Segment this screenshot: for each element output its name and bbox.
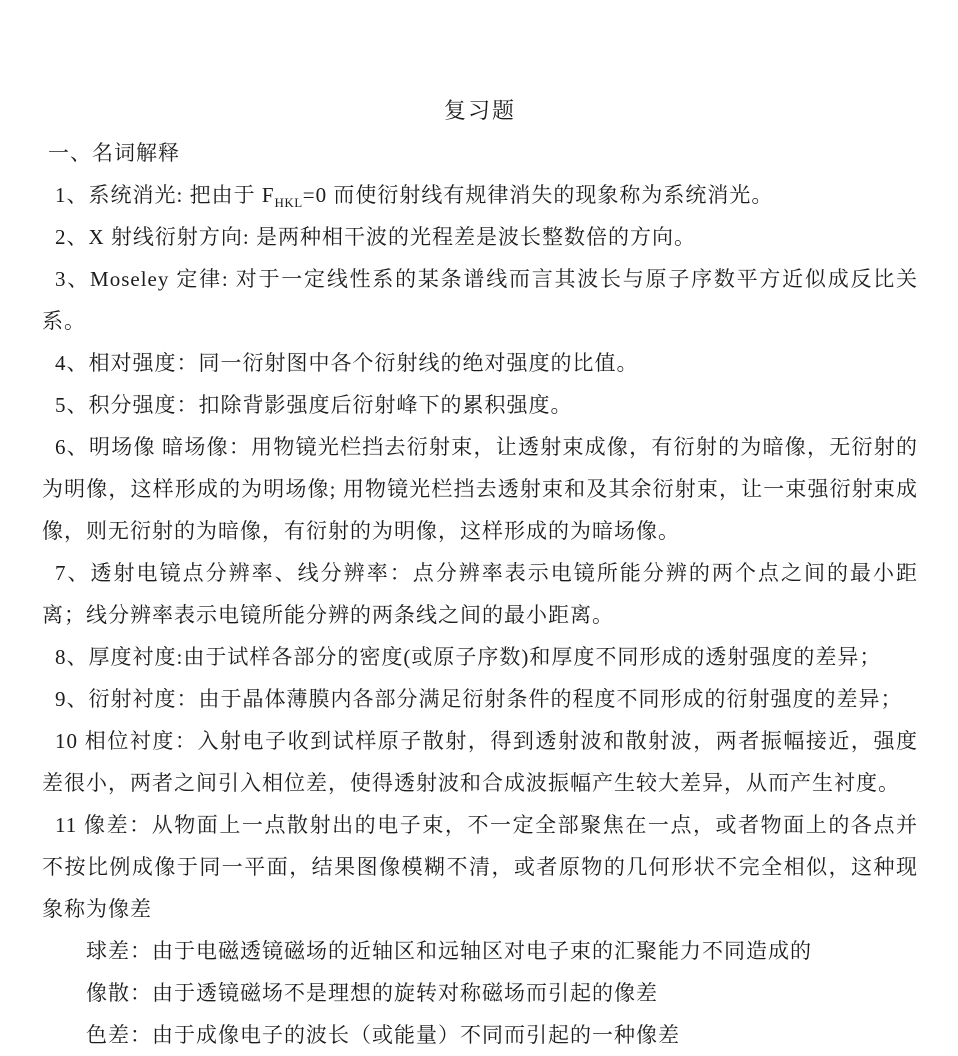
definition-item-10: 10 相位衬度：入射电子收到试样原子散射，得到透射波和散射波，两者振幅接近，强度差很小，两者之间引入相位差，使得透射波和合成波振幅产生较大差异，从而产生衬度。 — [42, 729, 918, 795]
sub-definition-spherical-aberration: 球差：由于电磁透镜磁场的近轴区和远轴区对电子束的汇聚能力不同造成的 — [86, 939, 812, 963]
document-title: 复习题 — [443, 98, 516, 123]
definition-item-7: 7、透射电镜点分辨率、线分辨率：点分辨率表示电镜所能分辨的两个点之间的最小距离；线分辨率表示电镜所能分辨的两条线之间的最小距离。 — [42, 561, 918, 627]
definition-item-2: 2、X 射线衍射方向: 是两种相干波的光程差是波长整数倍的方向。 — [55, 225, 696, 249]
item-1-prefix: 1、系统消光: 把由于 — [55, 183, 262, 207]
structure-factor-subscript: HKL — [274, 195, 303, 211]
structure-factor-symbol: F — [261, 183, 275, 207]
section-heading: 一、名词解释 — [48, 141, 180, 165]
sub-definition-chromatic-aberration: 色差：由于成像电子的波长（或能量）不同而引起的一种像差 — [86, 1023, 680, 1047]
definition-item-9: 9、衍射衬度：由于晶体薄膜内各部分满足衍射条件的程度不同形成的衍射强度的差异； — [55, 687, 903, 711]
definition-item-11: 11 像差：从物面上一点散射出的电子束，不一定全部聚焦在一点，或者物面上的各点并不按比例成像于同一平面，结果图像模糊不清，或者原物的几何形状不完全相似，这种现象称为像差 — [42, 813, 918, 921]
definition-item-8: 8、厚度衬度:由于试样各部分的密度(或原子序数)和厚度不同形成的透射强度的差异； — [55, 645, 882, 669]
item-1-text: 而使衍射线有规律消失的现象称为系统消光。 — [333, 183, 774, 207]
definition-item-1 — [42, 174, 918, 216]
sub-definition-astigmatism: 像散：由于透镜磁场不是理想的旋转对称磁场而引起的像差 — [86, 981, 658, 1005]
definition-item-3: 3、Moseley 定律: 对于一定线性系的某条谱线而言其波长与原子序数平方近似成反比关系。 — [42, 267, 918, 333]
definition-item-4: 4、相对强度：同一衍射图中各个衍射线的绝对强度的比值。 — [55, 351, 639, 375]
definition-item-5: 5、积分强度：扣除背影强度后衍射峰下的累积强度。 — [55, 393, 573, 417]
item-1-equation: =0 — [302, 183, 334, 207]
definition-item-6: 6、明场像 暗场像：用物镜光栏挡去衍射束，让透射束成像，有衍射的为暗像，无衍射的为明像，这样形成的为明场像; 用物镜光栏挡去透射束和及其余衍射束，让一束强衍射束成像，则无衍射的为暗像，有衍射的为明像，这样形成的为暗场像。 — [42, 435, 918, 543]
